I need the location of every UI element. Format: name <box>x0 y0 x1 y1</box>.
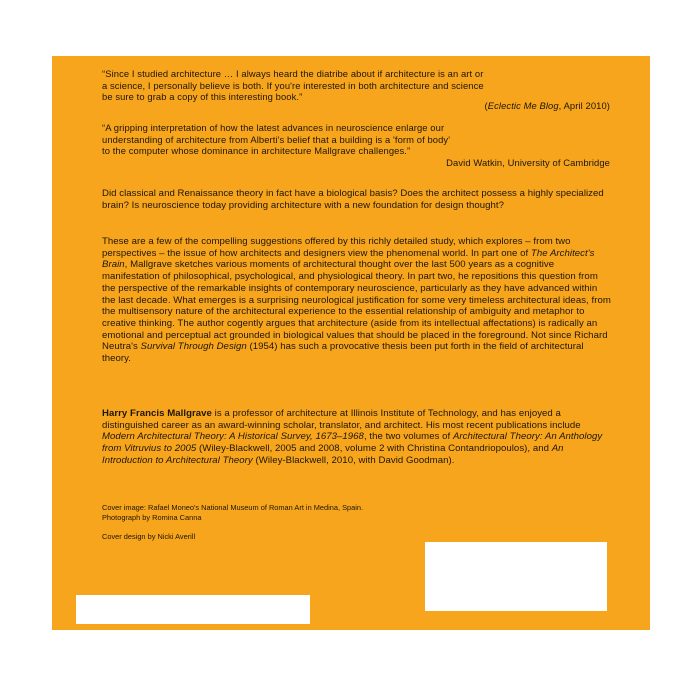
quote-david-watkin <box>102 122 612 168</box>
intro-paragraph: Did classical and Renaissance theory in fact have a biological basis? Does the architect possess a highly specialized brain? Is neuroscience today providing architecture with a new foundation for design thought? <box>102 188 604 211</box>
cover-image-credit: Cover image: Rafael Moneo's National Museum of Roman Art in Medina, Spain. <box>102 503 364 512</box>
quote-line: to the computer whose dominance in architecture Mallgrave challenges.” <box>102 145 411 157</box>
author-bio: Harry Francis Mallgrave is a professor of architecture at Illinois Institute of Technology, and has enjoyed a distinguished career as an award-winning scholar, translator, and architect. His most recent publications include Modern Architectural Theory: A Historical Survey, 1673–1968, the two volumes of Architectural Theory: An Anthology from Vitruvius to 2005 (Wiley-Blackwell, 2005 and 2008, volume 2 with Christina Contandriopoulos), and An Introduction to Architectural Theory (Wiley-Blackwell, 2010, with David Goodman). <box>102 408 603 466</box>
barcode-area <box>425 542 607 611</box>
quote-line: understanding of architecture from Alberti's belief that a building is a 'form of body' <box>102 133 451 145</box>
back-cover <box>52 56 650 630</box>
quote-eclectic-me <box>102 68 612 111</box>
quote-line: a science, I personally believe is both. If you're interested in both architecture and science <box>102 79 484 91</box>
quote-line: “A gripping interpretation of how the latest advances in neuroscience enlarge our <box>102 122 445 133</box>
credits <box>102 503 612 542</box>
author-name: Harry Francis Mallgrave <box>102 408 212 419</box>
cited-title: Survival Through Design <box>140 341 247 353</box>
cover-design-credit: Cover design by Nicki Averill <box>102 532 196 541</box>
book-title: The Architect's Brain <box>102 247 595 271</box>
publisher-logo-area <box>76 595 310 624</box>
quote-attribution: David Watkin, University of Cambridge <box>446 156 610 168</box>
quote-line: “Since I studied architecture … I always heard the diatribe about if architecture is an art or <box>102 68 484 79</box>
quote-source: (Eclectic Me Blog, April 2010) <box>484 99 610 111</box>
description-paragraph: These are a few of the compelling suggestions offered by this richly detailed study, which explores – from two perspectives – the issue of how architects and designers view the phenomenal world. In part one of The Architect's Brain, Mallgrave sketches various moments of architectural thought over the last 500 years as a cognitive manifestation of philosophical, psychological, and physiological theory. In part two, he repositions this question from the perspective of the remarkable insights of contemporary neuroscience, particularly as they have advanced within the last decade. What emerges is a surprising neurological justification for some very timeless architectural ideas, from the multisensory nature of the architectural experience to the essential relationship of ambiguity and metaphor to creative thinking. The author cogently argues that architecture (aside from its intellectual affectations) is radically an emotional and perceptual act grounded in biological values that should be placed in the foreground. Not since Richard Neutra's Survival Through Design (1954) has such a provocative thesis been put forth in the field of architectural theory. <box>102 236 611 365</box>
photograph-credit: Photograph by Romina Canna <box>102 512 202 522</box>
quote-line: be sure to grab a copy of this interesting book.” <box>102 91 303 103</box>
